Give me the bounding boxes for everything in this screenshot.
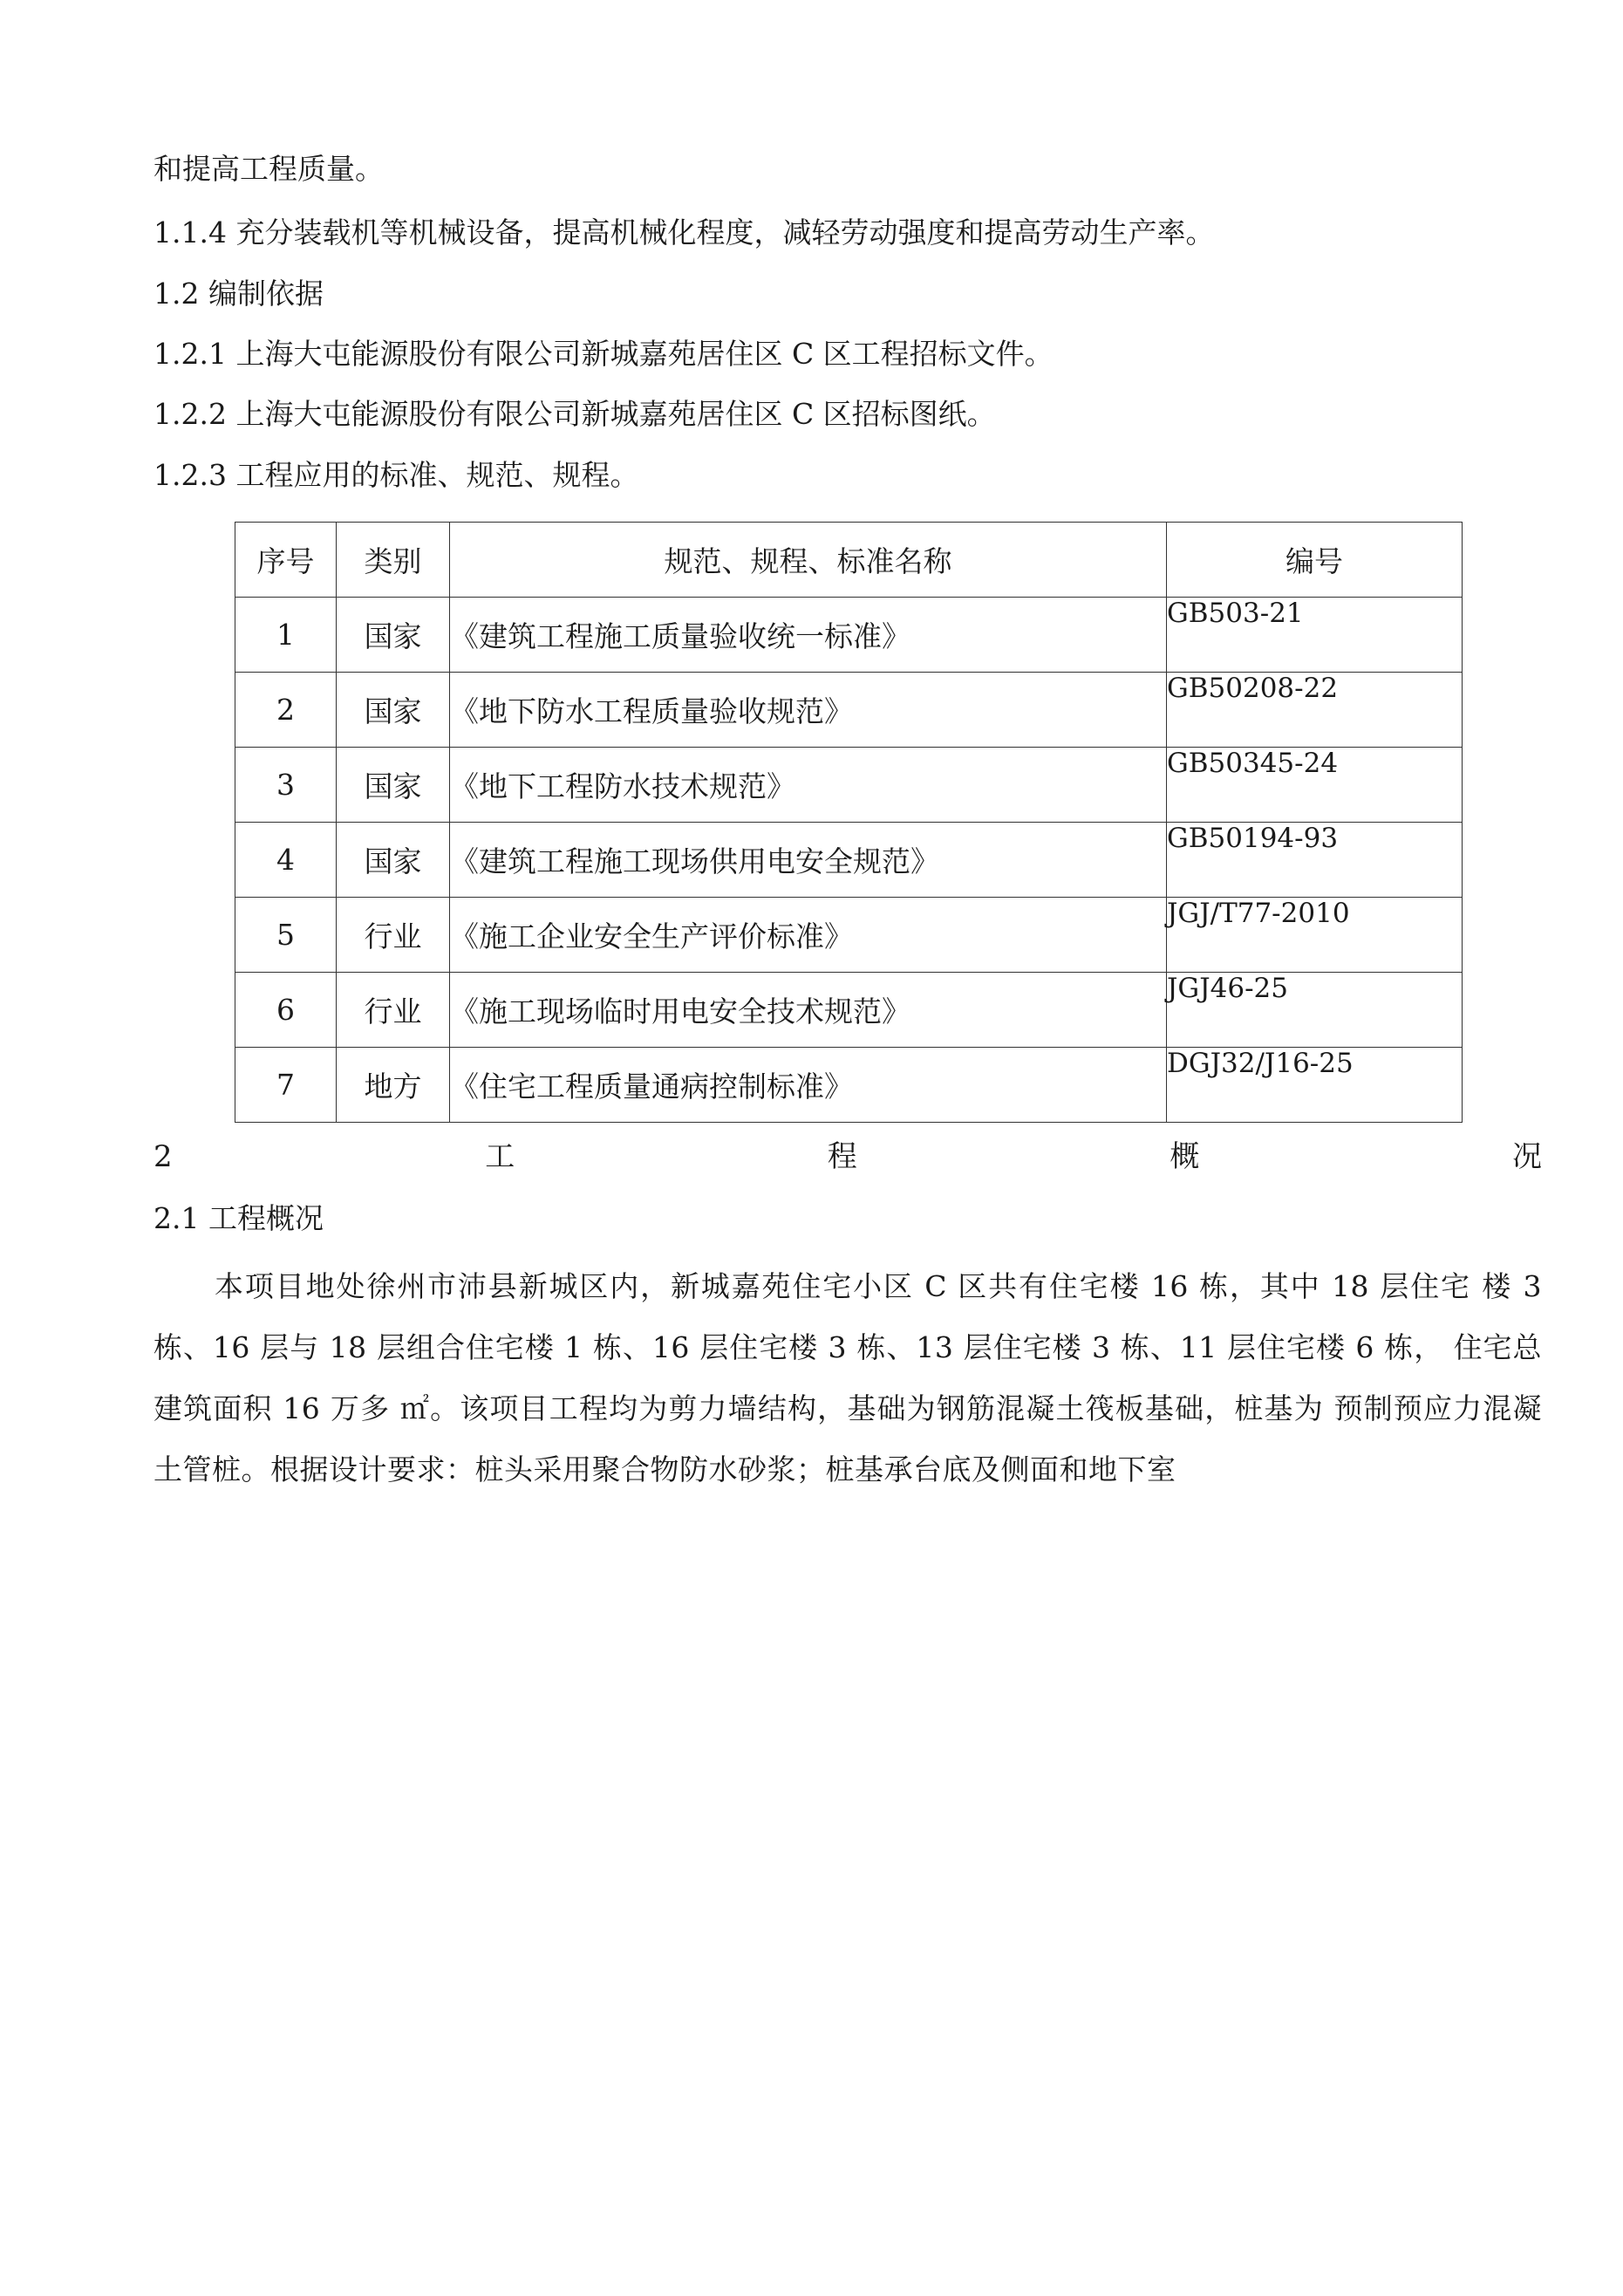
heading-part: 工 (485, 1139, 515, 1174)
cell-seq: 5 (235, 898, 337, 973)
cell-seq: 7 (235, 1048, 337, 1123)
cell-category: 行业 (337, 973, 450, 1048)
cell-seq: 2 (235, 673, 337, 748)
cell-category: 国家 (337, 823, 450, 898)
cell-seq: 1 (235, 598, 337, 673)
cell-category: 国家 (337, 673, 450, 748)
heading-part: 2 (153, 1139, 173, 1174)
section-heading-2-1: 2.1 工程概况 (153, 1201, 324, 1235)
text-line-1-1-4: 1.1.4 充分装载机等机械设备，提高机械化程度，减轻劳动强度和提高劳动生产率。 (153, 215, 1215, 249)
cell-seq: 6 (235, 973, 337, 1048)
heading-part: 况 (1511, 1139, 1542, 1174)
cell-code: DGJ32/J16-25 (1167, 1048, 1463, 1123)
table-header-row (235, 523, 1463, 598)
table-row (235, 973, 1463, 1048)
cell-category: 地方 (337, 1048, 450, 1123)
text-line-1-2-3: 1.2.3 工程应用的标准、规范、规程。 (153, 458, 639, 492)
cell-code: GB50208-22 (1167, 673, 1463, 748)
cell-name: 《地下防水工程质量验收规范》 (450, 673, 1167, 748)
table-row (235, 598, 1463, 673)
standards-table (235, 522, 1463, 1123)
text-line-continuation: 和提高工程质量。 (153, 152, 384, 186)
section-heading-1-2: 1.2 编制依据 (153, 277, 324, 311)
heading-part: 概 (1170, 1139, 1200, 1174)
project-overview-paragraph: 本项目地处徐州市沛县新城区内，新城嘉苑住宅小区 C 区共有住宅楼 16 栋，其中 18 层住宅 楼 3 栋、16 层与 18 层组合住宅楼 1 栋、16 层住宅楼 3 栋、13 层住宅楼 3 栋、11 层住宅楼 6 栋， 住宅总建筑面积 16 万多 ㎡。该项目工程均为剪力墙结构，基础为钢筋混凝土筏板基础，桩基为 预制预应力混凝土管桩。根据设计要求：桩头采用聚合物防水砂浆；桩基承台底及侧面和地下室 (153, 1269, 1542, 1486)
text-line-1-2-2: 1.2.2 上海大屯能源股份有限公司新城嘉苑居住区 C 区招标图纸。 (153, 397, 996, 431)
header-category: 类别 (337, 523, 450, 598)
cell-code: GB50194-93 (1167, 823, 1463, 898)
cell-name: 《施工现场临时用电安全技术规范》 (450, 973, 1167, 1048)
cell-category: 国家 (337, 598, 450, 673)
section-heading-2 (153, 1138, 1542, 1176)
table-row (235, 823, 1463, 898)
cell-seq: 4 (235, 823, 337, 898)
table-row (235, 673, 1463, 748)
cell-code: GB50345-24 (1167, 748, 1463, 823)
cell-name: 《住宅工程质量通病控制标准》 (450, 1048, 1167, 1123)
header-name: 规范、规程、标准名称 (450, 523, 1167, 598)
cell-category: 国家 (337, 748, 450, 823)
cell-category: 行业 (337, 898, 450, 973)
table-row (235, 1048, 1463, 1123)
table-row (235, 898, 1463, 973)
header-code: 编号 (1167, 523, 1463, 598)
header-seq: 序号 (235, 523, 337, 598)
heading-part: 程 (827, 1139, 857, 1174)
table-row (235, 748, 1463, 823)
cell-code: GB503-21 (1167, 598, 1463, 673)
cell-name: 《建筑工程施工现场供用电安全规范》 (450, 823, 1167, 898)
text-line-1-2-1: 1.2.1 上海大屯能源股份有限公司新城嘉苑居住区 C 区工程招标文件。 (153, 337, 1054, 371)
cell-name: 《地下工程防水技术规范》 (450, 748, 1167, 823)
cell-seq: 3 (235, 748, 337, 823)
cell-code: JGJ/T77-2010 (1167, 898, 1463, 973)
cell-code: JGJ46-25 (1167, 973, 1463, 1048)
cell-name: 《建筑工程施工质量验收统一标准》 (450, 598, 1167, 673)
cell-name: 《施工企业安全生产评价标准》 (450, 898, 1167, 973)
